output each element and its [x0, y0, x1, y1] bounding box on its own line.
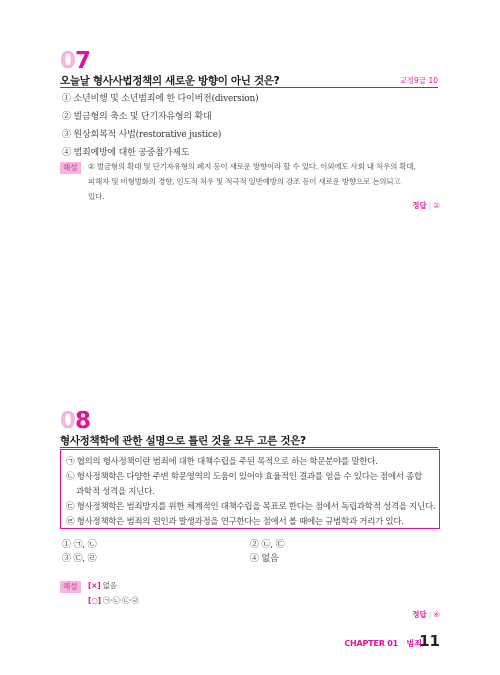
question-07-source: 교정9급 10	[399, 76, 438, 85]
q07-option-1: ① 소년비행 및 소년범죄에 한 다이버전(diversion)	[62, 94, 259, 104]
q08-answer-label: 정답	[412, 610, 427, 619]
wrong-mark: [×]	[88, 581, 101, 590]
q08-statement-4: ㉣ 형사정책학은 범죄의 원인과 발생과정을 연구한다는 점에서 볼 때에는 규범학과 거리가 있다.	[66, 517, 404, 527]
q08-option-3: ③ ㉢, ㉣	[62, 554, 97, 564]
q08-statement-1: ㉠ 협의의 형사정책이란 범죄에 대한 대책수립을 주된 목적으로 하는 학문분야를 말한다.	[66, 457, 378, 467]
question-08-rule	[60, 447, 438, 448]
wrong-items: 없음	[102, 581, 117, 590]
q07-explanation-line-1: ② 벌금형의 확대 및 단기자유형의 폐지 등이 새로운 방향이라 할 수 있다. 이외에도 사회 내 처우의 확대,	[88, 162, 416, 171]
question-number-08	[60, 408, 90, 434]
q07-option-4: ④ 범죄예방에 대한 공중참가제도	[62, 148, 190, 158]
q08-statement-2-cont: 과학적 성격을 지닌다.	[76, 487, 155, 497]
question-number-digit-8: 8	[75, 408, 91, 434]
q07-answer: 정답 | ②	[412, 201, 440, 210]
q08-answer: 정답 | ④	[412, 610, 440, 619]
q08-statement-2: ㉡ 형사정책학은 다양한 주변 학문영역의 도움이 있어야 효율적인 결과를 얻을 수 있다는 점에서 종합	[66, 472, 422, 482]
q08-statement-3: ㉢ 형사정책학은 범죄방지를 위한 체계적인 대책수립을 목표로 한다는 점에서 독립과학적 성격을 지닌다.	[66, 502, 436, 512]
q07-explanation-tag: 해설	[60, 162, 81, 174]
q07-option-3: ③ 원상회복적 사법(restorative justice)	[62, 130, 222, 140]
q07-option-2: ② 벌금형의 축소 및 단기자유형의 확대	[62, 112, 212, 122]
question-number-digit-0: 0	[60, 48, 76, 74]
q07-explanation-line-3: 있다.	[88, 192, 105, 201]
page-footer	[344, 638, 422, 649]
chapter-label: CHAPTER 01	[344, 639, 398, 648]
q08-answer-value: ④	[433, 610, 440, 619]
q07-explanation-line-2: 피해자 및 비형벌화의 경향, 인도적 처우 및 적극적 일반예방의 강조 등이 새로운 방향으로 논의되고	[88, 177, 401, 186]
question-07-title: 오늘날 형사사법정책의 새로운 방향이 아닌 것은?	[60, 75, 280, 87]
question-08-title: 형사정책학에 관한 설명으로 틀린 것을 모두 고른 것은?	[60, 435, 306, 447]
correct-mark: [○]	[88, 596, 101, 605]
question-number-digit-7: 7	[75, 48, 91, 74]
q08-explanation-tag: 해설	[60, 581, 81, 593]
question-number-07	[60, 48, 90, 74]
chapter-name: 범죄	[406, 639, 422, 648]
question-07-rule	[60, 87, 438, 88]
question-number-digit-0: 0	[60, 408, 76, 434]
q07-answer-value: ②	[433, 201, 440, 210]
q08-option-4: ④ 없음	[250, 554, 279, 564]
q08-explanation-o	[88, 593, 139, 608]
q07-answer-label: 정답	[412, 201, 427, 210]
page-number: 11	[419, 632, 440, 650]
q08-option-1: ① ㉠, ㉡	[62, 540, 97, 550]
q08-explanation-x	[88, 578, 117, 593]
q08-option-2: ② ㉡, ㉢	[250, 540, 285, 550]
correct-items: ㉠·㉡·㉢·㉣	[103, 596, 139, 605]
